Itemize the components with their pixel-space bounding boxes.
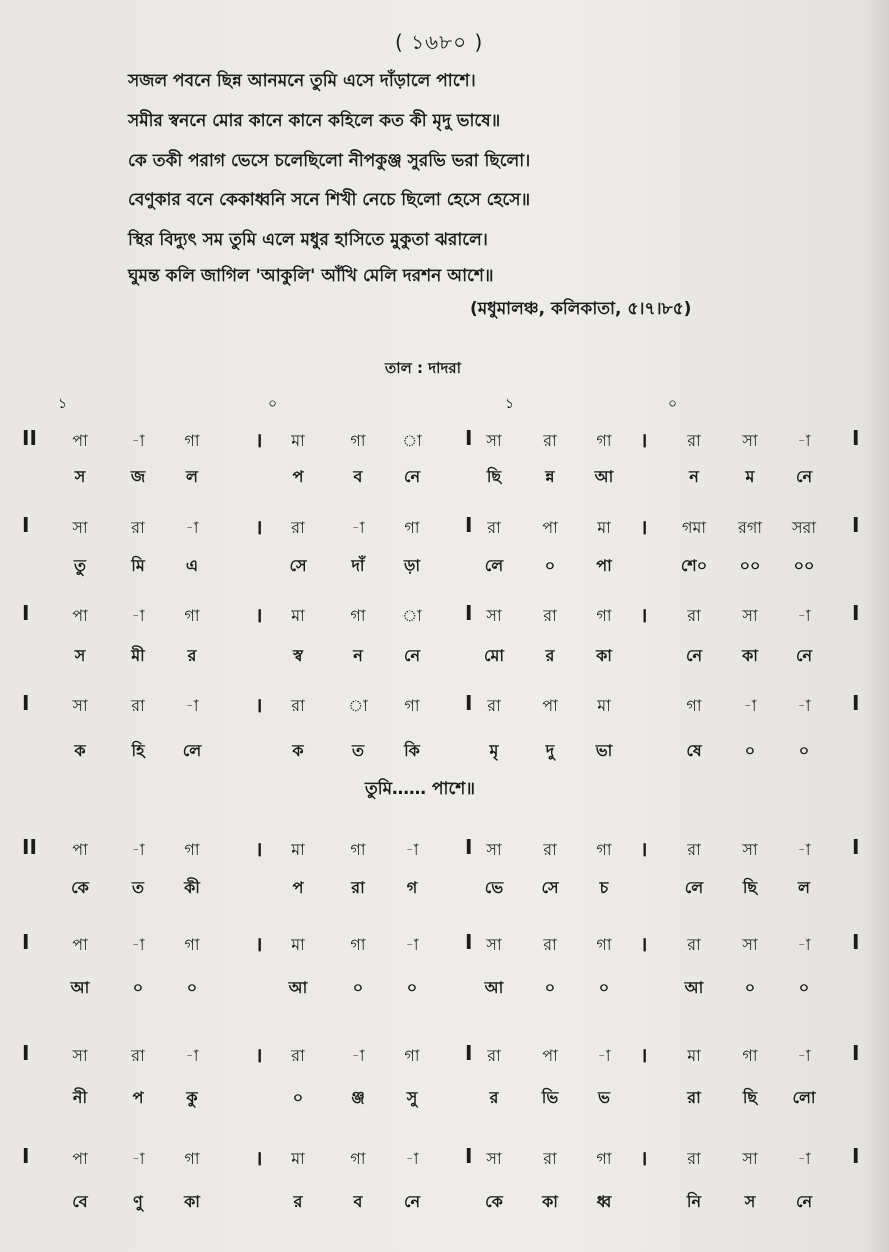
lyric-syllable: ড়া: [403, 556, 421, 575]
refrain-text: তুমি…… পাশে॥: [365, 779, 475, 799]
swar-note: পা: [542, 696, 558, 715]
bar-line: ।: [640, 1146, 648, 1170]
bar-line: I: [852, 930, 860, 954]
lyric-syllable: আ: [70, 978, 90, 997]
swar-note: রা: [291, 518, 305, 537]
bar-line: I: [852, 601, 860, 625]
beat-mark-1: ১: [58, 396, 68, 412]
bar-line: I: [465, 835, 473, 859]
bar-line: ।: [640, 428, 648, 452]
bar-line: I: [852, 513, 860, 537]
lyric-syllable: কে: [71, 878, 89, 897]
lyric-syllable: নে: [403, 1192, 421, 1211]
swar-note: গা: [184, 431, 200, 450]
lyric-syllable: র: [187, 646, 197, 665]
lyric-line-3: কে তকী পরাগ ভেসে চলেছিলো নীপকুঞ্জ সুরভি ভরা ছিলো।: [128, 151, 531, 171]
lyric-syllable: ধ্ব: [596, 1192, 612, 1211]
lyric-syllable: মী: [131, 646, 145, 665]
lyric-syllable: সে: [541, 878, 559, 897]
swar-note: গা: [686, 696, 702, 715]
swar-note: -া: [351, 1046, 365, 1065]
lyric-line-2: সমীর স্বননে মোর কানে কানে কহিলে কত কী মৃদু ভাষে॥: [128, 111, 501, 131]
lyric-syllable: লো: [792, 1088, 816, 1107]
lyric-syllable: নে: [795, 1192, 813, 1211]
bar-line: I: [465, 1144, 473, 1168]
lyric-syllable: পা: [596, 556, 612, 575]
swar-note: রা: [131, 1046, 145, 1065]
swar-note: -া: [797, 696, 811, 715]
lyric-syllable: আ: [484, 978, 504, 997]
swar-note: -া: [351, 518, 365, 537]
swar-note: মা: [291, 1149, 305, 1168]
lyric-syllable: ০০: [739, 556, 761, 575]
swar-note: -া: [405, 1149, 419, 1168]
swar-note: সরা: [791, 518, 816, 537]
lyric-syllable: ষে: [686, 741, 702, 760]
bar-line: ।: [255, 932, 263, 956]
lyric-syllable: আ: [288, 978, 308, 997]
lyric-syllable: কা: [596, 646, 612, 665]
bar-line: ।: [255, 603, 263, 627]
bar-line: I: [22, 601, 30, 625]
swar-note: -া: [131, 1149, 145, 1168]
swar-note: রা: [687, 431, 701, 450]
lyric-syllable: ন: [353, 646, 363, 665]
lyric-syllable: ব: [353, 1192, 363, 1211]
swar-note: -া: [185, 696, 199, 715]
lyric-syllable: ক: [74, 741, 86, 760]
lyric-syllable: স: [744, 1192, 756, 1211]
lyric-line-4: বেণুকার বনে কেকাধ্বনি সনে শিখী নেচে ছিলো হেসে হেসে॥: [128, 190, 531, 210]
lyric-syllable: ০: [406, 978, 418, 997]
swar-note: গা: [404, 518, 420, 537]
lyric-syllable: মৃ: [489, 741, 499, 760]
swar-note: রা: [131, 518, 145, 537]
lyric-syllable: নে: [685, 646, 703, 665]
lyric-syllable: ন্ন: [545, 467, 555, 486]
lyric-syllable: প: [132, 1088, 144, 1107]
lyric-syllable: ল: [798, 878, 810, 897]
swar-note: সা: [486, 1149, 502, 1168]
lyric-syllable: কু: [186, 1088, 198, 1107]
swar-note: গা: [596, 935, 612, 954]
beat-mark-2: ০: [268, 396, 278, 412]
lyric-syllable: লে: [484, 556, 504, 575]
lyric-syllable: ব: [353, 467, 363, 486]
swar-note: -া: [405, 935, 419, 954]
lyric-syllable: ভে: [484, 878, 504, 897]
swar-note: া: [402, 431, 422, 450]
lyric-syllable: সে: [289, 556, 307, 575]
swar-note: গা: [596, 606, 612, 625]
swar-note: পা: [72, 431, 88, 450]
swar-note: পা: [542, 1046, 558, 1065]
swar-note: া: [348, 696, 368, 715]
bar-line: ।: [255, 428, 263, 452]
lyric-syllable: কী: [184, 878, 200, 897]
lyric-syllable: র: [293, 1192, 303, 1211]
swar-note: গা: [184, 840, 200, 859]
bar-line: I: [465, 513, 473, 537]
bar-line: ।: [640, 1043, 648, 1067]
lyric-syllable: ০: [798, 741, 810, 760]
swar-note: গা: [184, 935, 200, 954]
swar-note: পা: [72, 606, 88, 625]
swar-note: -া: [131, 606, 145, 625]
bar-line: I: [852, 691, 860, 715]
bar-line: II: [22, 835, 37, 859]
bar-line: ।: [640, 515, 648, 539]
lyric-syllable: নী: [72, 1088, 88, 1107]
swar-note: গা: [184, 606, 200, 625]
page-gutter-shadow: [863, 0, 889, 1252]
lyric-syllable: ০: [544, 978, 556, 997]
swar-note: রা: [291, 1046, 305, 1065]
bar-line: I: [22, 513, 30, 537]
swar-note: সা: [72, 696, 88, 715]
beat-mark-4: ০: [668, 396, 678, 412]
swar-note: -া: [131, 431, 145, 450]
lyric-syllable: কা: [184, 1192, 200, 1211]
lyric-syllable: ভি: [541, 1088, 559, 1107]
lyric-syllable: র: [489, 1088, 499, 1107]
lyric-syllable: গ: [406, 878, 418, 897]
lyric-syllable: স: [74, 467, 86, 486]
bar-line: I: [465, 691, 473, 715]
swar-note: -া: [185, 518, 199, 537]
swar-note: গা: [350, 840, 366, 859]
swar-note: গা: [596, 1149, 612, 1168]
lyric-syllable: ছি: [486, 467, 502, 486]
swar-note: সা: [742, 431, 758, 450]
swar-note: মা: [597, 518, 611, 537]
bar-line: I: [22, 930, 30, 954]
lyric-syllable: সু: [406, 1088, 418, 1107]
lyric-syllable: ছি: [742, 878, 758, 897]
swar-note: -া: [131, 935, 145, 954]
lyric-syllable: আ: [684, 978, 704, 997]
swar-note: সা: [72, 518, 88, 537]
swar-note: রা: [487, 1046, 501, 1065]
lyric-syllable: ল: [186, 467, 198, 486]
lyric-syllable: ছি: [742, 1088, 758, 1107]
bar-line: I: [22, 1041, 30, 1065]
lyric-syllable: স্ব: [293, 646, 303, 665]
swar-note: -া: [131, 840, 145, 859]
swar-note: সা: [742, 606, 758, 625]
lyric-syllable: লে: [684, 878, 704, 897]
swar-note: -া: [185, 1046, 199, 1065]
lyric-syllable: র: [545, 646, 555, 665]
swar-note: গা: [350, 935, 366, 954]
swar-note: -া: [797, 1046, 811, 1065]
bar-line: I: [465, 426, 473, 450]
lyric-syllable: নে: [403, 467, 421, 486]
swar-note: সা: [486, 935, 502, 954]
lyric-syllable: নে: [795, 467, 813, 486]
lyric-syllable: বে: [72, 1192, 88, 1211]
bar-line: I: [852, 1144, 860, 1168]
swar-note: রা: [543, 431, 557, 450]
lyric-line-1: সজল পবনে ছিন্ন আনমনে তুমি এসে দাঁড়ালে পাশে।: [128, 71, 476, 91]
swar-note: গমা: [681, 518, 706, 537]
lyric-syllable: কা: [542, 1192, 558, 1211]
lyric-syllable: ০০: [793, 556, 815, 575]
lyric-syllable: চ: [599, 878, 609, 897]
swar-note: সা: [742, 840, 758, 859]
swar-note: -া: [405, 840, 419, 859]
swar-note: গা: [596, 431, 612, 450]
lyric-syllable: নি: [686, 1192, 702, 1211]
lyric-syllable: দাঁ: [351, 556, 365, 575]
swar-note: রা: [291, 696, 305, 715]
swar-note: -া: [743, 696, 757, 715]
swar-note: রা: [543, 840, 557, 859]
swar-note: রা: [687, 840, 701, 859]
swar-note: রা: [487, 696, 501, 715]
bar-line: ।: [255, 1146, 263, 1170]
swar-note: রা: [543, 606, 557, 625]
bar-line: ।: [255, 1043, 263, 1067]
lyric-syllable: ০: [744, 741, 756, 760]
swar-note: রগা: [738, 518, 762, 537]
swar-note: গা: [742, 1046, 758, 1065]
swar-note: পা: [72, 840, 88, 859]
lyric-syllable: ০: [798, 978, 810, 997]
bar-line: II: [22, 426, 37, 450]
swar-note: রা: [687, 1149, 701, 1168]
swar-note: সা: [486, 606, 502, 625]
bar-line: I: [852, 1041, 860, 1065]
lyric-syllable: ন: [689, 467, 699, 486]
swar-note: পা: [542, 518, 558, 537]
lyric-syllable: ০: [292, 1088, 304, 1107]
swar-note: সা: [486, 431, 502, 450]
bar-line: I: [22, 1144, 30, 1168]
lyric-syllable: ক: [292, 741, 304, 760]
swar-note: -া: [797, 840, 811, 859]
lyric-syllable: ভ: [598, 1088, 610, 1107]
bar-line: ।: [255, 693, 263, 717]
swar-note: গা: [350, 431, 366, 450]
page-number: ( ১৬৮০ ): [395, 30, 484, 54]
source-citation: (মধুমালঞ্চ, কলিকাতা, ৫।৭।৮৫): [470, 299, 692, 319]
lyric-syllable: ০: [544, 556, 556, 575]
beat-mark-3: ১: [505, 396, 515, 412]
bar-line: I: [22, 691, 30, 715]
swar-note: সা: [742, 1149, 758, 1168]
lyric-syllable: নে: [795, 646, 813, 665]
swar-note: সা: [72, 1046, 88, 1065]
lyric-syllable: জ: [130, 467, 146, 486]
swar-note: রা: [687, 606, 701, 625]
lyric-syllable: স: [74, 646, 86, 665]
bar-line: I: [465, 601, 473, 625]
lyric-line-5: স্থির বিদ্যুৎ সম তুমি এলে মধুর হাসিতে মুকুতা ঝরালে।: [128, 230, 488, 250]
bar-line: I: [465, 1041, 473, 1065]
swar-note: গা: [350, 606, 366, 625]
lyric-syllable: এ: [185, 556, 199, 575]
swar-note: -া: [797, 606, 811, 625]
swar-note: মা: [687, 1046, 701, 1065]
swar-note: রা: [543, 935, 557, 954]
lyric-syllable: শে০: [680, 556, 708, 575]
lyric-syllable: ণু: [133, 1192, 143, 1211]
lyric-syllable: রা: [687, 1088, 701, 1107]
swar-note: মা: [597, 696, 611, 715]
bar-line: I: [852, 426, 860, 450]
swar-note: পা: [72, 935, 88, 954]
swar-note: রা: [487, 518, 501, 537]
lyric-syllable: মি: [131, 556, 145, 575]
taal-heading: তাল : দাদরা: [385, 359, 461, 377]
lyric-syllable: ০: [744, 978, 756, 997]
bar-line: ।: [640, 603, 648, 627]
lyric-syllable: হি: [131, 741, 145, 760]
lyric-syllable: কা: [742, 646, 758, 665]
swar-note: গা: [350, 1149, 366, 1168]
lyric-syllable: লে: [182, 741, 202, 760]
lyric-syllable: ঞ্জ: [351, 1088, 365, 1107]
bar-line: I: [465, 930, 473, 954]
lyric-syllable: নে: [403, 646, 421, 665]
swar-note: মা: [291, 840, 305, 859]
swar-note: -া: [797, 935, 811, 954]
lyric-line-6: ঘুমন্ত কলি জাগিল 'আকুলি' আঁখি মেলি দরশন আশে॥: [128, 266, 494, 286]
bar-line: ।: [640, 932, 648, 956]
swar-note: গা: [404, 696, 420, 715]
swar-note: সা: [486, 840, 502, 859]
swar-note: মা: [291, 606, 305, 625]
bar-line: ।: [255, 515, 263, 539]
lyric-syllable: ত: [351, 741, 364, 760]
bar-line: ।: [255, 837, 263, 861]
swar-note: -া: [797, 431, 811, 450]
lyric-syllable: কি: [404, 741, 420, 760]
swar-note: মা: [291, 935, 305, 954]
lyric-syllable: ০: [352, 978, 364, 997]
swar-note: রা: [131, 696, 145, 715]
lyric-syllable: ম: [745, 467, 755, 486]
swar-note: রা: [543, 1149, 557, 1168]
bar-line: ।: [640, 837, 648, 861]
swar-note: -া: [597, 1046, 611, 1065]
lyric-syllable: প: [292, 878, 304, 897]
bar-line: I: [852, 835, 860, 859]
lyric-syllable: মো: [483, 646, 505, 665]
lyric-syllable: প: [292, 467, 304, 486]
lyric-syllable: ভা: [595, 741, 613, 760]
lyric-syllable: রা: [351, 878, 365, 897]
swar-note: গা: [596, 840, 612, 859]
swar-note: গা: [404, 1046, 420, 1065]
swar-note: গা: [184, 1149, 200, 1168]
lyric-syllable: ০: [598, 978, 610, 997]
swar-note: পা: [72, 1149, 88, 1168]
lyric-syllable: দু: [545, 741, 555, 760]
lyric-syllable: ০: [186, 978, 198, 997]
swar-note: -া: [797, 1149, 811, 1168]
swar-note: রা: [687, 935, 701, 954]
swar-note: সা: [742, 935, 758, 954]
lyric-syllable: আ: [594, 467, 614, 486]
swar-note: া: [402, 606, 422, 625]
lyric-syllable: কে: [485, 1192, 503, 1211]
swar-note: মা: [291, 431, 305, 450]
lyric-syllable: ০: [132, 978, 144, 997]
lyric-syllable: তু: [73, 556, 86, 575]
lyric-syllable: ত: [131, 878, 144, 897]
